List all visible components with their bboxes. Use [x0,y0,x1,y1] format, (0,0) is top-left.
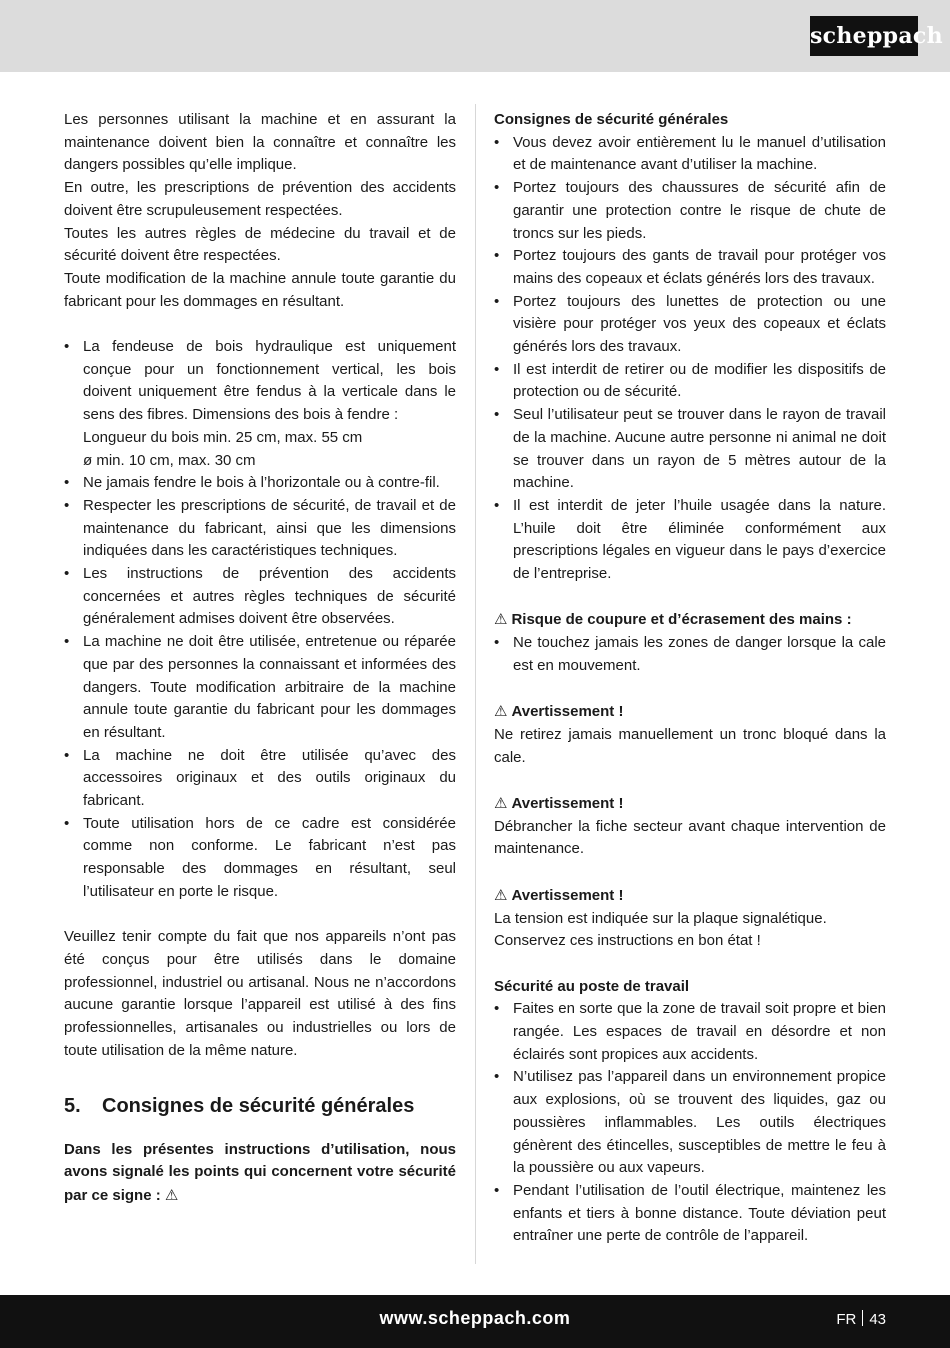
dimension-length: Longueur du bois min. 25 cm, max. 55 cm [83,428,363,446]
list-item: • Portez toujours des gants de travail pour protéger vos mains des copeaux et éclats générés lors des travaux. [494,245,886,290]
section-intro: Dans les présentes instructions d’utilisation, nous avons signalé les points qui concernent votre sécurité par ce signe : ⚠ [64,1140,456,1204]
footer-bar [0,1295,950,1348]
website-link[interactable]: www.scheppach.com [379,1308,571,1328]
page-indicator [836,1310,886,1328]
intro-paragraph: Toute modification de la machine annule toute garantie du fabricant pour les dommages en résultant. [64,269,456,310]
list-item: • Les instructions de prévention des accidents concernées et autres règles techniques de sécurité généralement admises doivent être observées. [64,563,456,631]
list-item [64,336,456,472]
list-item: • Respecter les prescriptions de sécurité, de travail et de maintenance du fabricant, ainsi que les dimensions indiquées dans les caractéristiques techniques. [64,495,456,563]
list-item: • Seul l’utilisateur peut se trouver dans le rayon de travail de la machine. Aucune autre personne ni animal ne doit se trouver dans un rayon de 5 mètres autour de la machine. [494,404,886,495]
separator [862,1310,863,1326]
workplace-safety-list [494,998,886,1248]
list-item: • Il est interdit de retirer ou de modifier les dispositifs de protection ou de sécurité. [494,359,886,404]
column-divider [475,104,476,1264]
list-item: • Ne touchez jamais les zones de danger lorsque la cale est en mouvement. [494,632,886,677]
list-item: • La machine ne doit être utilisée qu’avec des accessoires originaux et des outils originaux du fabricant. [64,745,456,813]
list-item: • Toute utilisation hors de ce cadre est considérée comme non conforme. Le fabricant n’est pas responsable des dommages en résultant, seul l’utilisateur en porte le risque. [64,813,456,904]
warning-icon: ⚠ [494,610,508,629]
list-item: • Vous devez avoir entièrement lu le manuel d’utilisation et de maintenance avant d’utiliser la machine. [494,132,886,177]
list-item: • Pendant l’utilisation de l’outil électrique, maintenez les enfants et tiers à bonne distance. Toute déviation peut entraîner une perte de contrôle de l’appareil. [494,1180,886,1248]
list-item: • Il est interdit de jeter l’huile usagée dans la nature. L’huile doit être éliminée conformément aux prescriptions légales en vigueur dans le pays d’exercice de l’entreprise. [494,495,886,586]
workplace-safety-heading: Sécurité au poste de travail [494,977,690,995]
intro-paragraph: Toutes les autres règles de médecine du travail et de sécurité doivent être respectées. [64,224,456,265]
list-item: • N’utilisez pas l’appareil dans un environnement propice aux explosions, où se trouvent des liquides, gaz ou poussières inflammables. Les outils électriques génèrent des étincelles, susceptibles de mettre le feu à la poussière ou aux vapeurs. [494,1066,886,1180]
section-number: 5. [64,1094,81,1117]
page-number: 43 [869,1311,886,1328]
header-bar [0,0,950,72]
warning-icon: ⚠ [494,885,508,904]
list-item: • Portez toujours des chaussures de sécurité afin de garantir une protection contre le risque de chute de troncs sur les pieds. [494,177,886,245]
warning-heading: ⚠ Avertissement ! [494,702,624,721]
scheppach-logo: scheppach [810,16,918,56]
warning-text: La tension est indiquée sur la plaque signalétique. [494,909,827,927]
warning-heading: ⚠ Avertissement ! [494,885,624,904]
right-column [494,109,886,1248]
keep-instructions-text: Conservez ces instructions en bon état ! [494,932,761,950]
warning-text: Débrancher la fiche secteur avant chaque intervention de maintenance. [494,817,886,858]
left-column [64,109,456,1208]
intro-paragraph: Les personnes utilisant la machine et en assurant la maintenance doivent bien la connaître et connaître les dangers possibles qu’elle implique. [64,111,456,174]
list-item: • Portez toujours des lunettes de protection ou une visière pour protéger vos yeux des copeaux et éclats générés lors des travaux. [494,291,886,359]
risk-list [494,632,886,677]
intro-paragraph: En outre, les prescriptions de prévention des accidents doivent être scrupuleusement respectées. [64,179,456,219]
usage-rules-list [64,336,456,904]
warning-icon: ⚠ [494,794,508,813]
professional-use-note: Veuillez tenir compte du fait que nos appareils n’ont pas été conçus pour être utilisés dans le domaine professionnel, industriel ou artisanal. Nous ne n’accordons aucune garantie lorsque l’appareil est utilisé à des fins professionnelles, artisanales ou industrielles ou lors de toute utilisation de la même nature. [64,928,456,1059]
section-heading [64,1093,456,1119]
dimension-diameter: ø min. 10 cm, max. 30 cm [83,451,256,469]
list-item: • La machine ne doit être utilisée, entretenue ou réparée que par des personnes la connaissant et informées des dangers. Toute modification arbitraire de la machine annule toute garantie du fabricant pour les dommages en résultant. [64,631,456,745]
risk-heading: ⚠ Risque de coupure et d’écrasement des mains : [494,610,852,629]
list-item: • Faites en sorte que la zone de travail soit propre et bien rangée. Les espaces de travail en désordre et non éclairés sont propices aux accidents. [494,998,886,1066]
warning-heading: ⚠ Avertissement ! [494,794,624,813]
list-item: • Ne jamais fendre le bois à l’horizontale ou à contre-fil. [64,472,456,495]
language-code: FR [836,1311,857,1328]
warning-icon: ⚠ [164,1185,179,1204]
general-safety-heading: Consignes de sécurité générales [494,111,729,128]
warning-text: Ne retirez jamais manuellement un tronc bloqué dans la cale. [494,725,886,766]
warning-icon: ⚠ [494,702,508,721]
section-title: Consignes de sécurité générales [102,1094,415,1117]
list-item-text: La fendeuse de bois hydraulique est uniquement conçue pour un fonctionnement vertical, les bois doivent uniquement être fendus à la verticale dans le sens des fibres. Dimensions des bois à fendre : [83,338,456,424]
general-safety-list [494,132,886,586]
